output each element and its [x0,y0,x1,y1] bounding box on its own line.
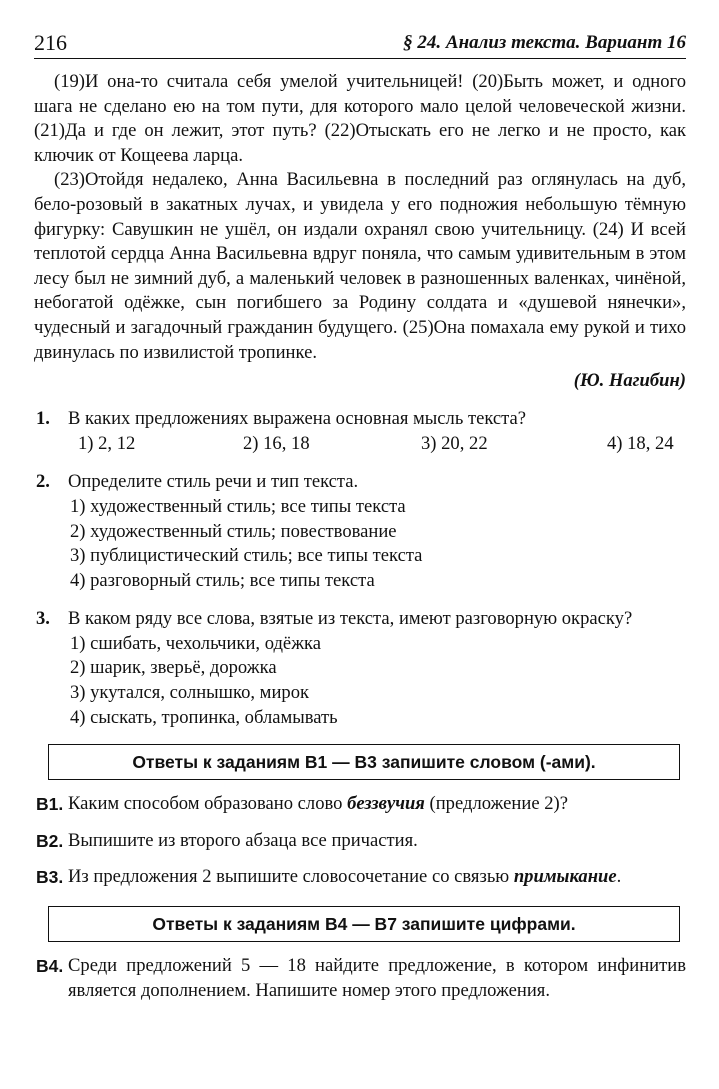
task-b3 [34,865,686,890]
option-item: 3) 20, 22 [421,432,488,454]
option-item: 1) 2, 12 [78,432,136,454]
task-text-end: . [616,866,622,888]
text-paragraph-1: (19)И она-то считала себя умелой учительницей! (20)Быть может, и одного шага не сделано ею на том пути, для которого мало целой человеческой жизни. (21)Да и где он лежит, этот путь? (22)Отыскать его не легко и не просто, как ключик от Кощеева ларца. [34,71,686,166]
option-item: 2) художественный стиль; повествование [70,520,397,542]
option-item: 3) укутался, солнышко, мирок [70,682,310,704]
question-text: В каких предложениях выражена основная мысль текста? [68,408,527,430]
option-item: 4) 18, 24 [607,432,674,454]
task-number: В4. [36,956,64,977]
task-text: Среди предложений 5 — 18 найдите предложение, в котором инфинитив является дополнением. Напишите номер этого предложения. [68,955,686,1001]
task-number: В2. [36,830,64,851]
task-text-end: (предложение 2)? [424,793,568,815]
task-b1 [34,792,686,817]
question-3 [34,607,686,632]
option-item: 1) художественный стиль; все типы текста [70,495,406,517]
question-2 [34,470,686,495]
task-b2 [34,829,686,854]
option-item: 4) разговорный стиль; все типы текста [70,569,375,591]
page [34,30,686,1003]
task-number: В3. [36,867,64,888]
page-header [34,30,686,59]
task-text: Выпишите из второго абзаца все причастия. [68,829,418,851]
question-number: 2. [36,471,50,493]
question-1-options [34,432,686,457]
option-item: 2) 16, 18 [243,432,310,454]
task-text: Каким способом образовано слово [68,793,348,815]
task-emphasis: примыкание [513,866,617,888]
option-item: 2) шарик, зверьё, дорожка [70,657,277,679]
running-title: § 24. Анализ текста. Вариант 16 [403,32,686,53]
question-number: 3. [36,608,50,630]
task-b4 [34,954,686,1003]
task-text: Из предложения 2 выпишите словосочетание со связью [68,866,514,888]
task-number: В1. [36,794,64,815]
instruction-box-b1-b3: Ответы к заданиям В1 — В3 запишите словом (-ами). [48,744,680,780]
option-item: 1) сшибать, чехольчики, одёжка [70,632,322,654]
question-text: В каком ряду все слова, взятые из текста, имеют разговорную окраску? [68,608,633,630]
instruction-box-b4-b7: Ответы к заданиям В4 — В7 запишите цифрами. [48,906,680,942]
page-number: 216 [34,30,67,55]
question-number: 1. [36,408,50,430]
text-paragraph-2: (23)Отойдя недалеко, Анна Васильевна в последний раз оглянулась на дуб, бело-розовый в закатных лучах, и увидела у его подножия небольшую тёмную фигурку: Савушкин не ушёл, он издали охранял свою учительницу. (24) И всей теплотой сердца Анна Васильевна вдруг поняла, что самым удивительным в этом лесу был не зимний дуб, а маленький человек в разношенных валенках, чинёной, небогатой одёжке, сын погибшего за Родину солдата и «душевой нянечки», чудесный и загадочный гражданин будущего. (25)Она помахала ему рукой и тихо двинулась по извилистой тропинке. [34,169,686,363]
option-item: 3) публицистический стиль; все типы текста [70,545,423,567]
question-1 [34,407,686,432]
task-emphasis: беззвучия [347,793,425,815]
question-text: Определите стиль речи и тип текста. [68,471,359,493]
author-signature: (Ю. Нагибин) [573,370,686,392]
option-item: 4) сыскать, тропинка, обламывать [70,706,338,728]
